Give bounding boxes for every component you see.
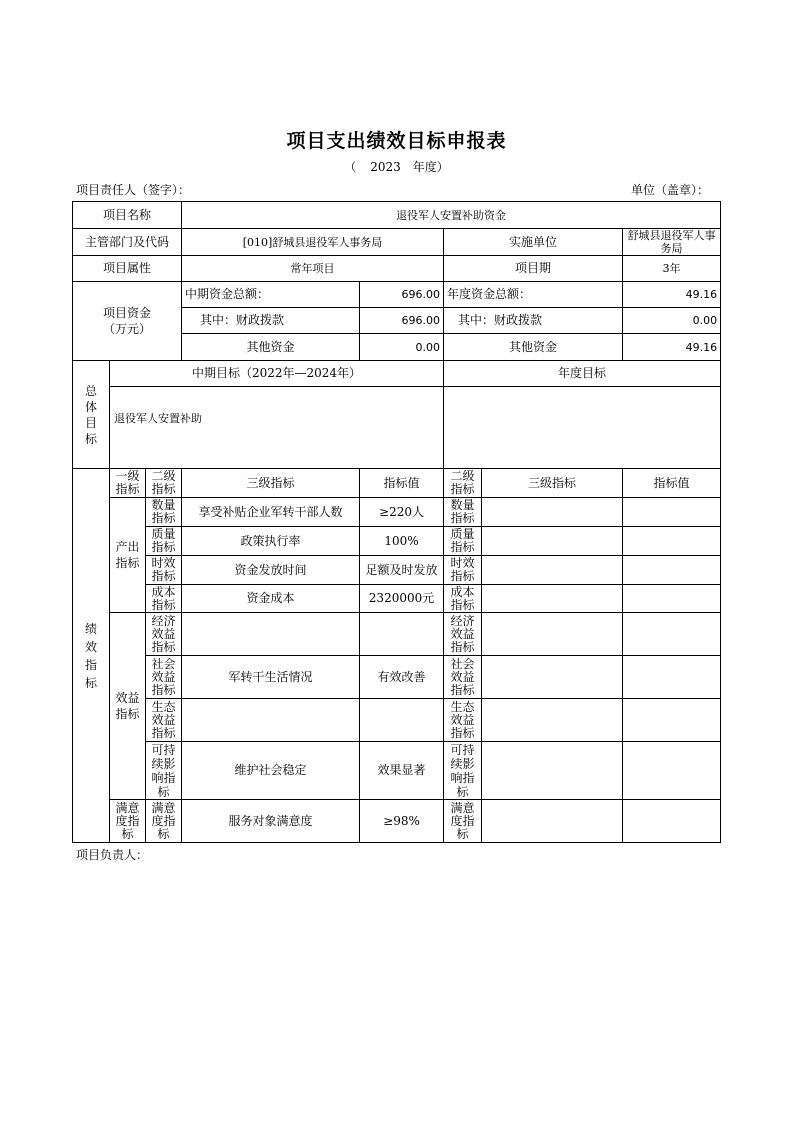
row-8-level2b-text: 满意度指标 xyxy=(450,800,475,841)
row-7-level2 xyxy=(146,742,182,800)
row-6-level2b xyxy=(444,699,482,742)
row-5-level2b xyxy=(444,656,482,699)
mid-goal-header: 中期目标（2022年—2024年） xyxy=(110,361,444,387)
row-1-value: 100% xyxy=(360,527,444,556)
mid-other-value: 0.00 xyxy=(360,334,444,361)
row-2-level2b-text: 时效指标 xyxy=(450,556,475,583)
row-5-level3b xyxy=(482,656,623,699)
year-total-label: 年度资金总额： xyxy=(444,282,623,308)
row-3-value: 2320000元 xyxy=(360,585,444,613)
row-2-level3b xyxy=(482,556,623,585)
row-1-level3b xyxy=(482,527,623,556)
year-fiscal-label: 其中：财政拨款 xyxy=(444,308,623,334)
mid-total-label: 中期资金总额： xyxy=(182,282,360,308)
dept-label: 主管部门及代码 xyxy=(73,229,182,256)
row-8-level3b xyxy=(482,800,623,843)
funds-label-line1: 项目资金 xyxy=(103,306,152,320)
row-1-level2b-text: 质量指标 xyxy=(450,527,475,554)
row-6-value xyxy=(360,699,444,742)
mid-other-label: 其他资金 xyxy=(182,334,360,361)
project-attr-label: 项目属性 xyxy=(73,256,182,282)
row-5-value: 有效改善 xyxy=(360,656,444,699)
funds-label-line2: （万元） xyxy=(103,322,152,336)
dept-value: [010]舒城县退役军人事务局 xyxy=(182,229,444,256)
perf-h-level2b-text: 二级指标 xyxy=(450,469,475,496)
perf-h-level1-text: 一级指标 xyxy=(115,469,140,496)
row-8-value: ≥98% xyxy=(360,800,444,843)
row-1-level2b xyxy=(444,527,482,556)
row-0-valueb xyxy=(623,498,721,527)
row-3-level2 xyxy=(146,585,182,613)
year-value: 2023 xyxy=(370,160,401,174)
row-0-level2-text: 数量指标 xyxy=(151,498,176,525)
impl-unit-value: 舒城县退役军人事务局 xyxy=(623,229,721,256)
row-8-level2-text: 满意度指标 xyxy=(151,800,176,841)
cat-output-text: 产出指标 xyxy=(115,540,140,570)
mid-fiscal-value: 696.00 xyxy=(360,308,444,334)
row-4-level3 xyxy=(182,613,360,656)
row-4-valueb xyxy=(623,613,721,656)
row-4-level2-text: 经济效益指标 xyxy=(151,613,176,654)
row-6-level3b xyxy=(482,699,623,742)
row-8-level2b xyxy=(444,800,482,843)
perf-h-level2b xyxy=(444,469,482,498)
row-4-value xyxy=(360,613,444,656)
row-0-level2b xyxy=(444,498,482,527)
row-7-level3b xyxy=(482,742,623,800)
year-total-value: 49.16 xyxy=(623,282,721,308)
row-1-level3: 政策执行率 xyxy=(182,527,360,556)
row-0-value: ≥220人 xyxy=(360,498,444,527)
mid-fiscal-label: 其中：财政拨款 xyxy=(182,308,360,334)
perf-h-valueb: 指标值 xyxy=(623,469,721,498)
year-line xyxy=(0,158,793,175)
year-goal-header: 年度目标 xyxy=(444,361,721,387)
mid-total-value: 696.00 xyxy=(360,282,444,308)
project-name-label: 项目名称 xyxy=(73,202,182,229)
row-8-level2 xyxy=(146,800,182,843)
row-3-level3b xyxy=(482,585,623,613)
project-name-value: 退役军人安置补助资金 xyxy=(182,202,721,229)
row-2-value: 足额及时发放 xyxy=(360,556,444,585)
overall-goal-label-text: 总体目标 xyxy=(84,383,97,446)
row-7-level2b-text: 可持续影响指标 xyxy=(450,742,475,799)
perf-h-level2 xyxy=(146,469,182,498)
cat-benefit xyxy=(110,613,146,800)
row-2-level3: 资金发放时间 xyxy=(182,556,360,585)
cat-output xyxy=(110,498,146,613)
row-2-level2 xyxy=(146,556,182,585)
year-goal-text xyxy=(444,387,721,469)
row-7-level3: 维护社会稳定 xyxy=(182,742,360,800)
project-attr-value: 常年项目 xyxy=(182,256,444,282)
row-8-level3: 服务对象满意度 xyxy=(182,800,360,843)
cat-benefit-text: 效益指标 xyxy=(115,691,140,721)
row-2-valueb xyxy=(623,556,721,585)
perf-h-level3: 三级指标 xyxy=(182,469,360,498)
row-6-level3 xyxy=(182,699,360,742)
year-other-label: 其他资金 xyxy=(444,334,623,361)
impl-unit-label: 实施单位 xyxy=(444,229,623,256)
cat-satisfaction xyxy=(110,800,146,843)
row-7-level2b xyxy=(444,742,482,800)
row-7-level2-text: 可持续影响指标 xyxy=(151,742,176,799)
row-0-level3: 享受补贴企业军转干部人数 xyxy=(182,498,360,527)
funds-label xyxy=(73,282,182,361)
row-2-level2-text: 时效指标 xyxy=(151,556,176,583)
row-2-level2b xyxy=(444,556,482,585)
row-3-valueb xyxy=(623,585,721,613)
perf-label xyxy=(73,469,110,843)
row-4-level2b xyxy=(444,613,482,656)
page-title: 项目支出绩效目标申报表 xyxy=(286,130,507,152)
year-other-value: 49.16 xyxy=(623,334,721,361)
row-8-valueb xyxy=(623,800,721,843)
row-0-level2b-text: 数量指标 xyxy=(450,498,475,525)
responsible-signature-label: 项目责任人（签字）： xyxy=(76,183,191,197)
project-lead-label: 项目负责人： xyxy=(76,848,149,862)
row-4-level2b-text: 经济效益指标 xyxy=(450,613,475,654)
perf-h-value: 指标值 xyxy=(360,469,444,498)
perf-h-level1 xyxy=(110,469,146,498)
year-open: （ xyxy=(344,160,357,174)
project-period-label: 项目期 xyxy=(444,256,623,282)
unit-seal-label: 单位（盖章）： xyxy=(630,183,709,197)
row-4-level3b xyxy=(482,613,623,656)
perf-h-level3b: 三级指标 xyxy=(482,469,623,498)
project-period-value: 3年 xyxy=(623,256,721,282)
year-fiscal-value: 0.00 xyxy=(623,308,721,334)
cat-satisfaction-text: 满意度指标 xyxy=(115,800,140,841)
row-6-level2-text: 生态效益指标 xyxy=(151,699,176,740)
row-3-level2b xyxy=(444,585,482,613)
row-6-level2b-text: 生态效益指标 xyxy=(450,699,475,740)
perf-label-text: 绩效指标 xyxy=(84,621,97,690)
row-0-level2 xyxy=(146,498,182,527)
row-5-level2 xyxy=(146,656,182,699)
row-1-valueb xyxy=(623,527,721,556)
overall-goal-label xyxy=(73,361,110,469)
row-4-level2 xyxy=(146,613,182,656)
performance-goal-table xyxy=(72,201,721,843)
row-5-level2-text: 社会效益指标 xyxy=(151,656,176,697)
row-5-valueb xyxy=(623,656,721,699)
perf-h-level2-text: 二级指标 xyxy=(151,469,176,496)
row-6-valueb xyxy=(623,699,721,742)
row-6-level2 xyxy=(146,699,182,742)
row-5-level3: 军转干生活情况 xyxy=(182,656,360,699)
row-0-level3b xyxy=(482,498,623,527)
year-suffix: 年度） xyxy=(412,160,449,174)
row-7-value: 效果显著 xyxy=(360,742,444,800)
row-3-level2-text: 成本指标 xyxy=(151,584,176,612)
row-3-level2b-text: 成本指标 xyxy=(450,584,475,612)
mid-goal-text: 退役军人安置补助 xyxy=(110,387,444,469)
row-3-level3: 资金成本 xyxy=(182,585,360,613)
row-1-level2 xyxy=(146,527,182,556)
row-5-level2b-text: 社会效益指标 xyxy=(450,656,475,697)
row-7-valueb xyxy=(623,742,721,800)
row-1-level2-text: 质量指标 xyxy=(151,527,176,554)
